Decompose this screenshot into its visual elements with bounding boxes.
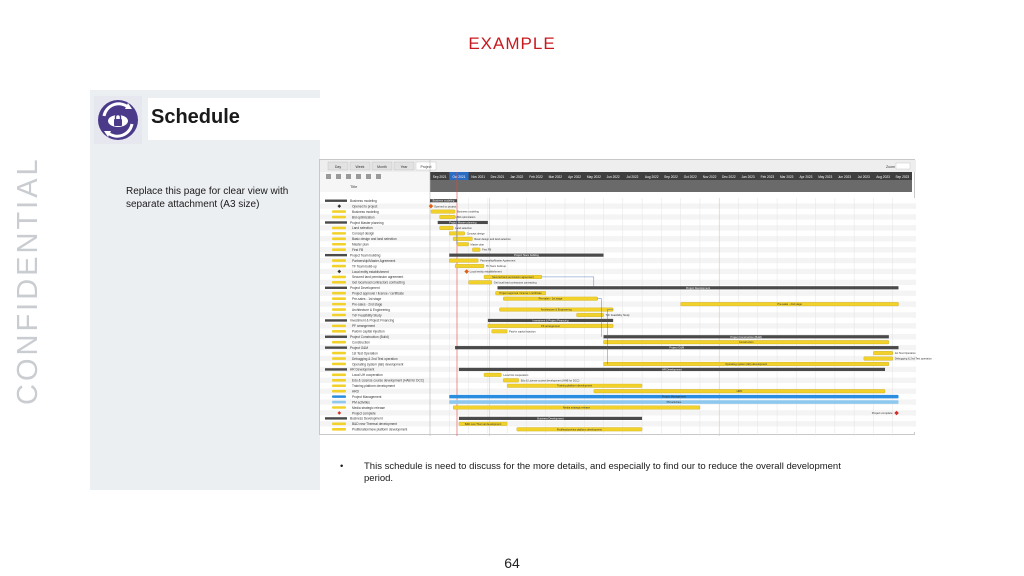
gantt-task-name: Project complete <box>352 411 376 416</box>
gantt-task-label: Basic design and land selection <box>474 237 511 241</box>
gantt-row-stripe <box>320 291 916 296</box>
gantt-task-name: Business Development <box>350 416 383 421</box>
gantt-left-task-bar <box>332 281 346 284</box>
gantt-left-summary-bar <box>325 417 347 419</box>
gantt-row-stripe <box>320 356 916 361</box>
gantt-task-name: Project Development <box>350 286 380 291</box>
gantt-task-name: Project Team building <box>350 253 381 258</box>
gantt-month-label: Sep 2022 <box>664 175 678 179</box>
gantt-task-name: Project Management <box>352 394 382 399</box>
gantt-task-bar <box>440 226 453 230</box>
gantt-month-label: May 2023 <box>818 175 833 179</box>
gantt-row-stripe <box>320 220 916 225</box>
gantt-row-stripe <box>320 329 916 334</box>
gantt-row-stripe <box>320 372 916 377</box>
gantt-task-label: Training platform development <box>557 384 593 388</box>
gantt-month-label: Jan 2023 <box>741 175 755 179</box>
gantt-month-label: Jun 2023 <box>837 175 852 179</box>
gantt-summary-label: Project Development <box>685 286 711 290</box>
gantt-task-name: Master plan <box>352 242 369 247</box>
gantt-month-label: Aug 2022 <box>644 175 659 179</box>
gantt-task-name: Get local lead contractors contracting <box>352 280 405 285</box>
gantt-tab-label: Day <box>334 165 342 169</box>
gantt-task-label: 1st Test Operation <box>894 352 916 356</box>
gantt-tool-icon <box>336 174 341 179</box>
gantt-month-label: Jul 2023 <box>857 175 870 179</box>
gantt-left-task-bar <box>332 352 346 355</box>
gantt-month-label: Aug 2023 <box>876 175 890 179</box>
gantt-task-bar <box>472 248 480 252</box>
gantt-task-name: TF Team build-up <box>352 264 377 269</box>
gantt-row-stripe <box>320 296 916 301</box>
gantt-row-stripe <box>320 231 916 236</box>
gantt-left-task-bar <box>332 303 346 306</box>
gantt-summary-label: Project Construction (Build) <box>730 335 762 339</box>
gantt-task-name: Opened to project <box>352 204 378 209</box>
gantt-task-label: TF Team build-up <box>485 265 507 269</box>
slide-title: Schedule <box>151 106 240 128</box>
gantt-task-name: Basic design and land selection <box>352 237 397 242</box>
gantt-task-name: Local entity establishment <box>352 269 389 274</box>
gantt-task-label: Edu & License course development (HAB for DCC) <box>520 379 580 383</box>
gantt-week-header <box>430 180 912 192</box>
gantt-left-task-bar <box>332 276 346 279</box>
page-number: 64 <box>504 555 520 571</box>
gantt-task-name: Partnership/Master Agreement <box>352 258 396 263</box>
gantt-month-label: Sep 2023 <box>895 175 910 179</box>
gantt-row-stripe <box>320 421 916 426</box>
gantt-left-summary-bar <box>325 287 347 289</box>
gantt-task-name: Project Construction (Build) <box>350 335 389 340</box>
gantt-task-label: Business modeling <box>457 210 479 214</box>
gantt-tab-label: Year <box>400 165 408 169</box>
gantt-month-label: Apr 2023 <box>799 175 813 179</box>
gantt-left-task-bar <box>332 227 346 230</box>
gantt-task-label: B&D new Thermal development <box>464 422 502 426</box>
gantt-left-task-bar <box>332 384 346 387</box>
gantt-row-stripe <box>320 410 916 415</box>
gantt-left-task-bar <box>332 265 346 268</box>
gantt-row-stripe <box>320 269 916 274</box>
gantt-task-bar <box>440 215 455 219</box>
gantt-row-stripe <box>320 247 916 252</box>
gantt-month-label: Nov 2021 <box>471 175 486 179</box>
bullet-symbol: • <box>340 461 344 472</box>
gantt-task-name: HR Development <box>350 367 375 372</box>
gantt-chart-svg <box>320 160 932 436</box>
gantt-row-stripe <box>320 203 916 208</box>
gantt-month-label: Jul 2022 <box>626 175 639 179</box>
gantt-left-task-bar <box>332 238 346 241</box>
gantt-left-task-bar <box>332 314 346 317</box>
gantt-task-name: PM activities <box>352 400 370 405</box>
gantt-task-label: Project Management <box>661 395 686 399</box>
gantt-task-label: Paid-in capital injection <box>509 330 536 334</box>
gantt-task-bar <box>453 237 472 241</box>
bullet-text: This schedule is need to discuss for the more details, and especially to find our to reduce the overall development period. <box>364 461 841 484</box>
gantt-milestone-label: Project complete <box>871 411 893 416</box>
gantt-task-name: Project approval / license / certificate <box>352 291 404 296</box>
gantt-task-label: PM activities <box>666 401 682 405</box>
gantt-tool-icon <box>366 174 371 179</box>
gantt-row-stripe <box>320 209 916 214</box>
gantt-tool-icon <box>376 174 381 179</box>
gantt-task-label: Proliferation/new platform development <box>556 428 602 432</box>
gantt-task-label: TxF Feasibility Study <box>605 314 630 317</box>
gantt-row-stripe <box>320 323 916 328</box>
gantt-task-name: Land selection <box>352 226 373 231</box>
gantt-task-name: Business modeling <box>352 209 379 214</box>
gantt-task-label: Construction <box>738 341 754 345</box>
gantt-task-name: First FB <box>352 247 364 252</box>
gantt-row-stripe <box>320 252 916 257</box>
gantt-left-task-bar <box>332 390 346 393</box>
gantt-month-label: Oct 2022 <box>683 175 697 179</box>
gantt-task-bar <box>577 313 604 317</box>
gantt-task-bar <box>469 281 492 285</box>
gantt-summary-label: Project O&M <box>669 346 685 350</box>
gantt-summary-label: Investment & Project Financing <box>532 319 569 323</box>
gantt-month-label: Jan 2022 <box>510 175 524 179</box>
gantt-left-task-bar <box>332 341 346 344</box>
gantt-row-stripe <box>320 242 916 247</box>
gantt-title-column-header: Title <box>350 184 358 189</box>
slide-image <box>90 90 932 490</box>
gantt-task-name: Investment & Project Financing <box>350 318 395 323</box>
gantt-row-stripe <box>320 258 916 263</box>
gantt-left-task-bar <box>332 325 346 328</box>
gantt-month-label: Feb 2022 <box>529 175 543 179</box>
gantt-left-summary-bar <box>325 200 347 202</box>
gantt-task-name: Proliferation/new platform development <box>352 427 408 432</box>
gantt-task-label: Secured land permission agreement <box>492 275 534 279</box>
gantt-summary-label: Business Development <box>537 417 564 421</box>
gantt-task-label: Debugging & 2nd Test operation <box>894 357 932 361</box>
gantt-left-task-bar <box>332 243 346 246</box>
gantt-left-task-bar <box>332 357 346 360</box>
gantt-zoom-label: Zoom <box>886 165 895 169</box>
gantt-task-name: Debugging & 2nd Test operation <box>352 356 398 361</box>
gantt-left-summary-bar <box>325 254 347 256</box>
gantt-summary-label: Project Master planning <box>449 221 477 225</box>
gantt-task-label: PF arrangement <box>541 324 560 328</box>
gantt-left-task-bar <box>332 308 346 311</box>
gantt-left-summary-bar <box>325 368 347 370</box>
gantt-month-label: May 2022 <box>586 175 601 179</box>
gantt-left-task-bar <box>332 374 346 377</box>
gantt-task-name: Operating system (lab) development <box>352 362 404 367</box>
gantt-left-task-bar <box>332 428 346 431</box>
gantt-task-label: First FB <box>482 248 492 252</box>
gantt-tab-label: Project <box>420 165 432 169</box>
gantt-zoom-box <box>896 163 910 169</box>
gantt-row-stripe <box>320 318 916 323</box>
gantt-task-name: PF arrangement <box>352 324 376 329</box>
gantt-row-stripe <box>320 350 916 355</box>
gantt-task-label: Local UH cooperation <box>503 373 529 377</box>
gantt-left-task-bar <box>332 248 346 251</box>
gantt-task-label: HRD <box>736 390 743 394</box>
gantt-month-label: Sep 2021 <box>432 175 447 179</box>
gantt-row-stripe <box>320 280 916 285</box>
gantt-task-name: Architecture & Engineering <box>352 307 390 312</box>
gantt-task-name: Edu & License course development (HAB for DCC) <box>352 378 425 383</box>
gantt-left-task-bar <box>332 259 346 262</box>
gantt-task-name: Project O&M <box>350 345 369 350</box>
gantt-row-stripe <box>320 198 916 203</box>
gantt-task-name: Pre-sales - 1st stage <box>352 296 382 301</box>
gantt-task-bar <box>431 210 455 214</box>
gantt-task-label: Partnership/Master Agreement <box>480 259 516 263</box>
gantt-task-bar <box>873 351 892 355</box>
gantt-left-summary-bar <box>325 336 347 338</box>
gantt-row-stripe <box>320 236 916 241</box>
gantt-left-task-bar <box>332 330 346 333</box>
gantt-task-label: Bid optimization <box>457 216 476 220</box>
gantt-task-name: Construction <box>352 340 370 345</box>
gantt-task-name: Media strategic release <box>352 405 385 410</box>
gantt-row-stripe <box>320 225 916 230</box>
gantt-chart <box>319 159 932 435</box>
gantt-task-name: Bid optimization <box>352 215 375 220</box>
gantt-task-name: Secured land permission agreement <box>352 275 404 280</box>
gantt-left-task-bar <box>332 210 346 213</box>
gantt-task-bar <box>864 357 893 361</box>
gantt-left-task-bar <box>332 292 346 295</box>
gantt-task-name: Concept design <box>352 231 375 236</box>
gantt-task-name: Pre-sales - 2nd stage <box>352 302 383 307</box>
gantt-left-task-bar <box>332 216 346 219</box>
gantt-task-label: Master plan <box>470 243 485 247</box>
gantt-left-task-bar <box>332 363 346 366</box>
gantt-left-task-bar <box>332 395 346 398</box>
gantt-row-stripe <box>320 214 916 219</box>
gantt-task-name: Project Master planning <box>350 220 384 225</box>
gantt-task-bar <box>449 259 478 263</box>
gantt-task-label: Pre-sales - 1st stage <box>538 297 563 301</box>
gantt-month-label: Dec 2021 <box>490 175 505 179</box>
gantt-month-label: Oct 2021 <box>452 175 466 179</box>
gantt-task-label: Media strategic release <box>563 406 590 410</box>
gantt-task-name: Local UH cooperation <box>352 373 383 378</box>
gantt-tool-icon <box>356 174 361 179</box>
gantt-row-stripe <box>320 263 916 268</box>
example-label: EXAMPLE <box>468 34 556 53</box>
gantt-left-summary-bar <box>325 319 347 321</box>
gantt-task-bar <box>492 330 507 334</box>
gantt-summary-label: Business modeling <box>432 199 455 203</box>
gantt-task-name: 1st Test Operation <box>352 351 378 356</box>
replace-page-note: Replace this page for clear view with separate attachment (A3 size) <box>126 186 289 210</box>
gantt-month-label: Feb 2023 <box>760 175 775 179</box>
gantt-task-name: Business modeling <box>350 199 377 204</box>
gantt-task-label: Land selection <box>455 226 472 230</box>
gantt-task-name: Training platform development <box>352 384 395 389</box>
gantt-task-name: B&D new Thermal development <box>352 422 397 427</box>
gantt-task-name: Paid-in capital injection <box>352 329 385 334</box>
gantt-task-bar <box>503 379 518 383</box>
gantt-month-label: Dec 2022 <box>722 175 736 179</box>
gantt-month-label: Mar 2022 <box>548 175 563 179</box>
gantt-left-task-bar <box>332 379 346 382</box>
gantt-task-label: Pre-sales - 2nd stage <box>777 303 802 307</box>
gantt-left-task-bar <box>332 232 346 235</box>
gantt-milestone-label: Opened to project <box>433 204 457 209</box>
slide-left-panel <box>90 90 320 490</box>
gantt-task-bar <box>484 373 501 377</box>
gantt-left-summary-bar <box>325 346 347 348</box>
gantt-left-task-bar <box>332 406 346 409</box>
confidential-watermark: CONFIDENTIAL <box>12 156 44 405</box>
gantt-tool-icon <box>346 174 351 179</box>
gantt-month-label: Nov 2022 <box>702 175 717 179</box>
gantt-tab-label: Week <box>355 165 365 169</box>
gantt-milestone-label: Local entity establishment <box>469 269 502 274</box>
gantt-left-task-bar <box>332 297 346 300</box>
gantt-month-label: Mar 2023 <box>779 175 794 179</box>
gantt-left-summary-bar <box>325 221 347 223</box>
gantt-tab-label: Month <box>377 165 387 169</box>
cloud-lock-cycle-icon <box>94 96 142 144</box>
gantt-tool-icon <box>326 174 331 179</box>
gantt-summary-label: HR Development <box>662 368 682 372</box>
gantt-task-label: Project approval / license / certificate <box>499 292 542 296</box>
gantt-task-label: Get local lead contractors contracting <box>493 281 537 285</box>
gantt-summary-label: Project Team building <box>514 254 539 258</box>
gantt-task-label: Operating system (lab) development <box>725 362 768 366</box>
gantt-task-name: TxF Feasibility Study <box>352 313 382 318</box>
gantt-row-stripe <box>320 307 916 312</box>
gantt-month-label: Apr 2022 <box>568 175 582 179</box>
gantt-task-bar <box>457 242 469 246</box>
gantt-row-stripe <box>320 274 916 279</box>
gantt-left-task-bar <box>332 423 346 426</box>
gantt-task-label: Concept design <box>466 232 485 236</box>
slide-title-background-right <box>320 90 926 140</box>
gantt-month-label: Jun 2022 <box>606 175 620 179</box>
gantt-task-label: Architecture & Engineering <box>540 308 572 312</box>
gantt-task-name: HRD <box>352 389 359 394</box>
gantt-task-bar <box>455 264 484 268</box>
gantt-left-task-bar <box>332 401 346 404</box>
